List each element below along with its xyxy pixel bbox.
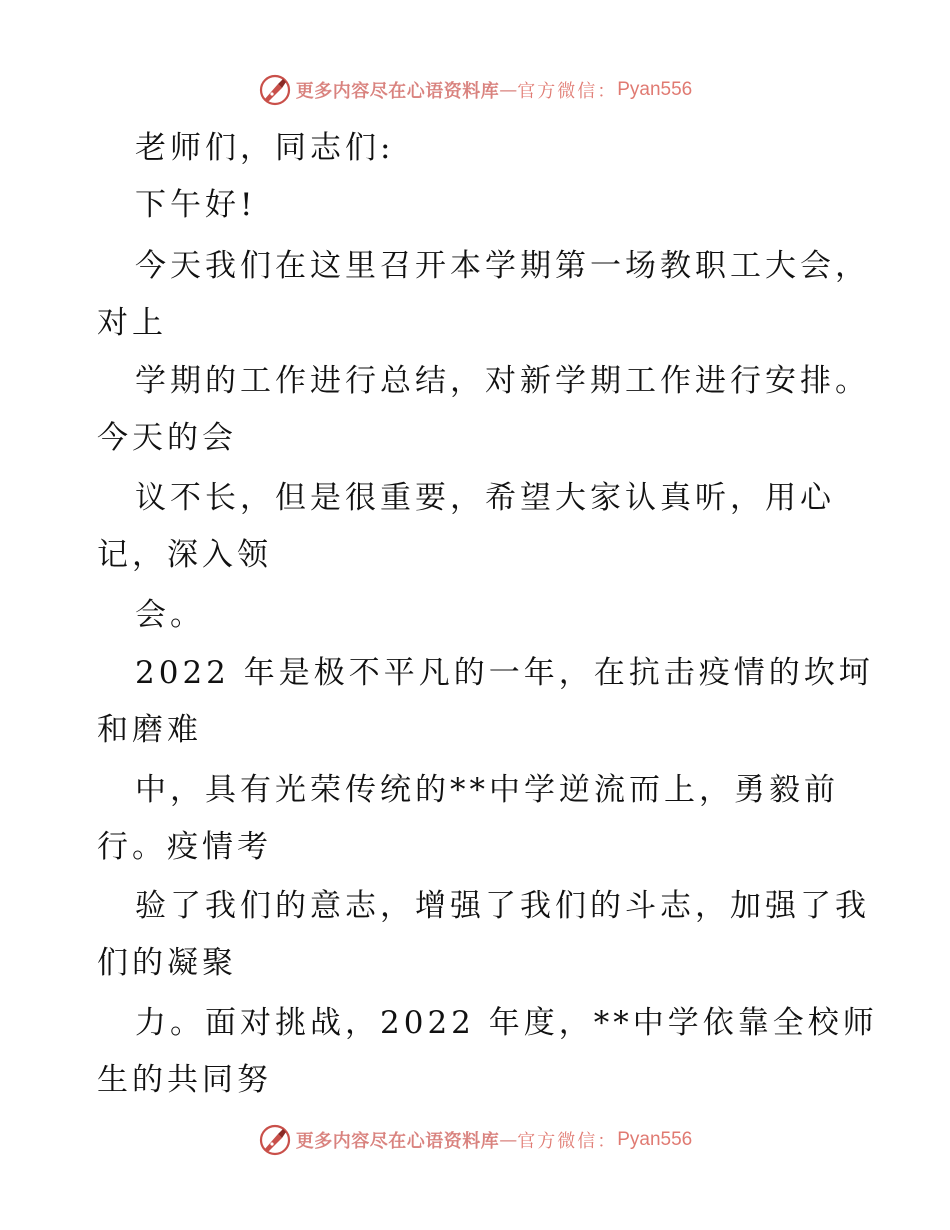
- watermark-brand-text: 更多内容尽在心语资料库: [295, 81, 500, 102]
- body-line: 记，深入领: [97, 537, 272, 573]
- footer-watermark-content: [258, 1123, 693, 1157]
- watermark-dash: —: [499, 79, 518, 101]
- watermark-account-id: Pyan556: [617, 79, 693, 100]
- body-line: 会。: [135, 597, 205, 633]
- header-watermark-content: [258, 73, 693, 107]
- body-line: 2022 年是极不平凡的一年，在抗击疫情的坎坷: [135, 655, 874, 691]
- body-line: 力。面对挑战，2022 年度，**中学依靠全校师: [135, 1005, 878, 1041]
- body-line: 今天的会: [97, 420, 237, 456]
- body-line: 生的共同努: [97, 1062, 272, 1098]
- body-line: 议不长，但是很重要，希望大家认真听，用心: [135, 480, 835, 516]
- header-watermark-banner: [0, 70, 950, 110]
- watermark-account-id: Pyan556: [617, 1129, 693, 1150]
- watermark-brand-text: 更多内容尽在心语资料库: [295, 1131, 500, 1152]
- body-line: 和磨难: [97, 712, 202, 748]
- footer-watermark-banner: [0, 1120, 950, 1160]
- body-line: 老师们，同志们:: [135, 130, 395, 166]
- body-line: 中，具有光荣传统的**中学逆流而上，勇毅前: [135, 772, 839, 808]
- body-line: 行。疫情考: [97, 829, 272, 865]
- watermark-official-label: 官方微信：: [517, 81, 618, 102]
- body-line: 今天我们在这里召开本学期第一场教职工大会，: [135, 248, 870, 284]
- pen-logo-icon: [258, 1123, 292, 1157]
- pen-logo-icon: [258, 73, 292, 107]
- watermark-dash: —: [499, 1129, 518, 1151]
- body-line: 们的凝聚: [97, 945, 237, 981]
- body-line: 学期的工作进行总结，对新学期工作进行安排。: [135, 363, 870, 399]
- body-line: 下午好!: [135, 187, 257, 223]
- watermark-official-label: 官方微信：: [517, 1131, 618, 1152]
- body-line: 对上: [97, 305, 167, 341]
- body-line: 验了我们的意志，增强了我们的斗志，加强了我: [135, 888, 870, 924]
